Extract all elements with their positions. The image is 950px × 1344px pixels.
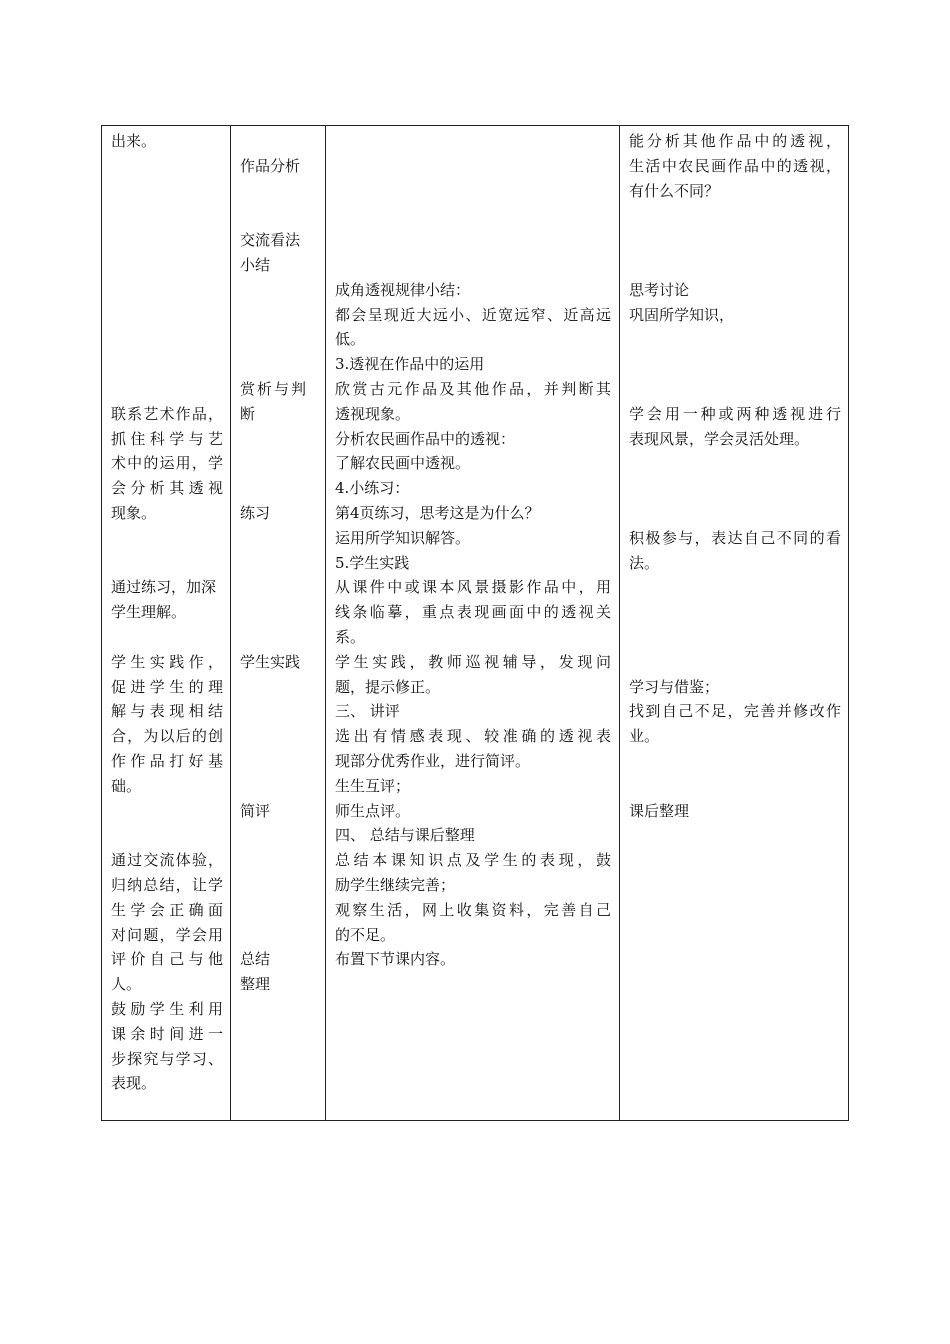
student-text-line: 学习与借鉴； bbox=[629, 677, 720, 696]
teacher-text-line: 成角透视规律小结： bbox=[335, 280, 471, 299]
student-text-line: 法。 bbox=[629, 553, 660, 572]
purpose-text-line: 学生实践作， bbox=[111, 652, 223, 671]
purpose-text-line: 联系艺术作品， bbox=[111, 404, 223, 423]
purpose-text-line: 解与表现相结 bbox=[111, 702, 223, 721]
purpose-text-line: 对问题，学会用 bbox=[111, 925, 223, 944]
student-text-line: 表现风景，学会灵活处理。 bbox=[629, 429, 810, 448]
teacher-text-line: 的不足。 bbox=[335, 925, 396, 944]
teacher-text-line: 运用所学知识解答。 bbox=[335, 528, 471, 547]
teacher-text-line: 线条临摹，重点表现画面中的透视关 bbox=[335, 603, 611, 622]
teacher-text-line: 题，提示修正。 bbox=[335, 677, 441, 696]
teacher-text-line: 低。 bbox=[335, 330, 366, 349]
student-text-line: 能分析其他作品中的透视， bbox=[629, 132, 841, 150]
student-text-line: 积极参与，表达自己不同的看 bbox=[629, 528, 841, 547]
teacher-text-line: 选出有情感表现、较准确的透视表 bbox=[335, 727, 611, 746]
stage-text-line: 学生实践 bbox=[240, 652, 301, 671]
column-divider bbox=[619, 126, 620, 1120]
purpose-text-line: 抓住科学与艺 bbox=[111, 429, 223, 448]
student-text-line: 有什么不同？ bbox=[629, 181, 720, 200]
stage-text-line: 作品分析 bbox=[240, 156, 301, 175]
lesson-plan-table bbox=[101, 125, 849, 1121]
purpose-text-line: 表现。 bbox=[111, 1074, 157, 1093]
column-divider bbox=[230, 126, 231, 1120]
stage-text-line: 断 bbox=[240, 404, 256, 423]
teacher-text-line: 4.小练习： bbox=[335, 479, 410, 498]
student-text-line: 巩固所学知识， bbox=[629, 305, 735, 324]
teacher-text-line: 布置下节课内容。 bbox=[335, 950, 456, 969]
teacher-text-line: 透视现象。 bbox=[335, 404, 411, 423]
teacher-text-line: 第4页练习，思考这是为什么？ bbox=[335, 504, 540, 522]
teacher-text-line: 总结本课知识点及学生的表现，鼓 bbox=[335, 851, 611, 870]
purpose-text-line: 学生理解。 bbox=[111, 603, 187, 622]
purpose-text-line: 人。 bbox=[111, 975, 142, 994]
purpose-text-line: 作作品打好基 bbox=[111, 752, 223, 770]
stage-text-line: 小结 bbox=[240, 256, 271, 274]
teacher-text-line: 四、 总结与课后整理 bbox=[335, 826, 475, 845]
teacher-text-line: 励学生继续完善； bbox=[335, 876, 456, 894]
purpose-text-line: 出来。 bbox=[111, 132, 157, 150]
teacher-text-line: 5.学生实践 bbox=[335, 553, 410, 572]
purpose-text-line: 会分析其透视 bbox=[111, 479, 223, 498]
teacher-text-line: 了解农民画中透视。 bbox=[335, 454, 471, 473]
purpose-text-line: 鼓励学生利用 bbox=[111, 1000, 223, 1018]
stage-text-line: 简评 bbox=[240, 801, 271, 820]
purpose-text-line: 合，为以后的创 bbox=[111, 727, 223, 746]
purpose-text-line: 通过交流体验， bbox=[111, 851, 223, 870]
stage-text-line: 总结 bbox=[240, 950, 271, 969]
purpose-text-line: 础。 bbox=[111, 776, 142, 795]
teacher-text-line: 现部分优秀作业，进行简评。 bbox=[335, 752, 531, 770]
column-teacher-activity bbox=[335, 126, 611, 1120]
teacher-text-line: 系。 bbox=[335, 628, 366, 646]
purpose-text-line: 课余时间进一 bbox=[111, 1024, 223, 1043]
teacher-text-line: 学生实践，教师巡视辅导，发现问 bbox=[335, 652, 611, 671]
stage-text-line: 交流看法 bbox=[240, 231, 301, 250]
purpose-text-line: 评价自己与他 bbox=[111, 950, 223, 969]
purpose-text-line: 步探究与学习、 bbox=[111, 1049, 223, 1068]
teacher-text-line: 分析农民画作品中的透视： bbox=[335, 429, 516, 448]
teacher-text-line: 从课件中或课本风景摄影作品中，用 bbox=[335, 578, 611, 597]
student-text-line: 找到自己不足，完善并修改作 bbox=[629, 702, 841, 721]
purpose-text-line: 通过练习，加深 bbox=[111, 578, 217, 597]
purpose-text-line: 促进学生的理 bbox=[111, 677, 223, 696]
purpose-text-line: 归纳总结，让学 bbox=[111, 876, 223, 894]
stage-text-line: 赏析与判 bbox=[240, 380, 306, 398]
purpose-text-line: 术中的运用，学 bbox=[111, 454, 223, 473]
teacher-text-line: 欣赏古元作品及其他作品，并判断其 bbox=[335, 380, 611, 398]
column-teaching-stage bbox=[240, 126, 306, 1120]
teacher-text-line: 师生点评。 bbox=[335, 801, 411, 820]
student-text-line: 思考讨论 bbox=[629, 280, 690, 299]
teacher-text-line: 观察生活，网上收集资料，完善自己 bbox=[335, 900, 611, 919]
column-design-purpose bbox=[111, 126, 223, 1120]
student-text-line: 生活中农民画作品中的透视， bbox=[629, 156, 841, 175]
teacher-text-line: 生生互评； bbox=[335, 776, 411, 795]
teacher-text-line: 都会呈现近大远小、近宽远窄、近高远 bbox=[335, 305, 611, 324]
teacher-text-line: 三、 讲评 bbox=[335, 702, 400, 721]
stage-text-line: 整理 bbox=[240, 975, 271, 994]
student-text-line: 课后整理 bbox=[629, 801, 690, 820]
purpose-text-line: 现象。 bbox=[111, 504, 157, 522]
teacher-text-line: 3.透视在作品中的运用 bbox=[335, 355, 485, 374]
column-divider bbox=[325, 126, 326, 1120]
purpose-text-line: 生学会正确面 bbox=[111, 900, 223, 919]
student-text-line: 学会用一种或两种透视进行 bbox=[629, 404, 841, 423]
stage-text-line: 练习 bbox=[240, 504, 271, 522]
student-text-line: 业。 bbox=[629, 727, 660, 746]
column-student-activity bbox=[629, 126, 841, 1120]
